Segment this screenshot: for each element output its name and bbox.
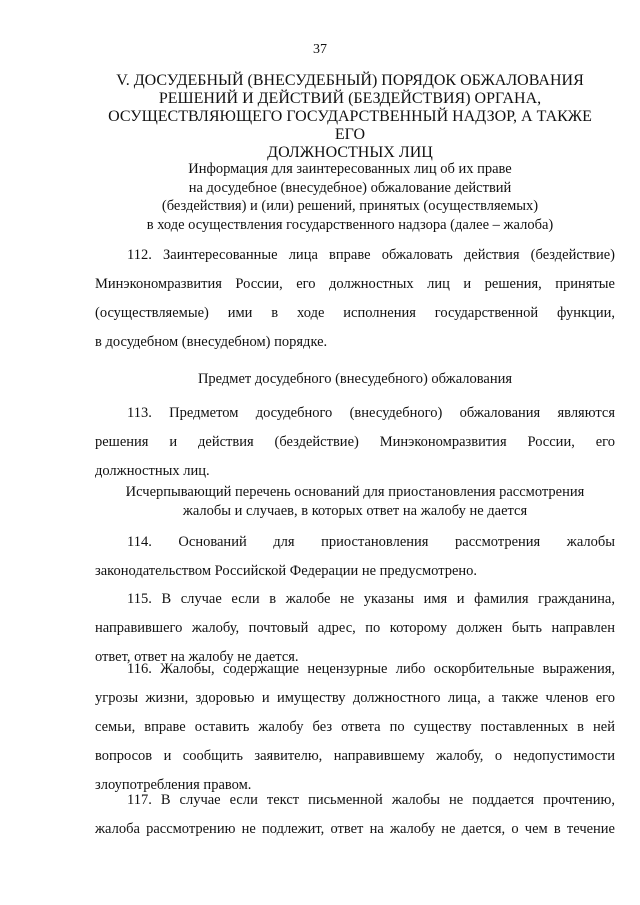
info-heading	[120, 160, 580, 234]
paragraph-line: ответ, ответ на жалобу не дается.	[95, 649, 299, 665]
paragraph-line: злоупотребления правом.	[95, 777, 252, 793]
paragraph-line: 112. Заинтересованные лица вправе обжаловать действия (бездействие)	[127, 247, 615, 263]
paragraph-line: 113. Предметом досудебного (внесудебного) обжалования являются	[127, 405, 615, 421]
paragraph-line: 115. В случае если в жалобе не указаны имя и фамилия гражданина,	[127, 591, 615, 607]
info-heading-line: (бездействия) и (или) решений, принятых (осуществляемых)	[161, 198, 539, 214]
paragraph-116	[95, 655, 615, 800]
section-title-line: ДОЛЖНОСТНЫХ ЛИЦ	[267, 144, 433, 161]
paragraph-line: вопросов и сообщить заявителю, направившему жалобу, о недопустимости	[95, 748, 615, 764]
paragraph-113	[95, 399, 615, 486]
section-title-line: V. ДОСУДЕБНЫЙ (ВНЕСУДЕБНЫЙ) ПОРЯДОК ОБЖАЛОВАНИЯ	[116, 72, 584, 89]
info-heading-line: на досудебное (внесудебное) обжалование действий	[188, 179, 512, 196]
subject-heading: Предмет досудебного (внесудебного) обжалования	[197, 371, 513, 387]
info-heading-line: в ходе осуществления государственного надзора (далее – жалоба)	[146, 216, 554, 233]
paragraph-line: решения и действия (бездействие) Минэкономразвития России, его	[95, 434, 615, 450]
grounds-heading-line: Исчерпывающий перечень оснований для приостановления рассмотрения	[125, 484, 585, 500]
paragraph-line: 116. Жалобы, содержащие нецензурные либо оскорбительные выражения,	[127, 661, 615, 677]
page-number: 37	[313, 42, 327, 57]
paragraph-line: направившего жалобу, почтовый адрес, по которому должен быть направлен	[95, 620, 615, 636]
section-title	[100, 72, 600, 162]
paragraph-line: жалоба рассмотрению не подлежит, ответ на жалобу не дается, о чем в течение	[95, 821, 615, 837]
section-title-line: РЕШЕНИЙ И ДЕЙСТВИЙ (БЕЗДЕЙСТВИЯ) ОРГАНА,	[158, 90, 542, 107]
section-title-line: ОСУЩЕСТВЛЯЮЩЕГО ГОСУДАРСТВЕННЫЙ НАДЗОР, А ТАКЖЕ ЕГО	[108, 108, 592, 143]
paragraph-114	[95, 528, 615, 586]
paragraph-line: угрозы жизни, здоровью и имуществу должностного лица, а также членов его	[95, 690, 615, 706]
paragraph-117	[95, 786, 615, 844]
info-heading-line: Информация для заинтересованных лиц об их праве	[188, 161, 512, 177]
paragraph-112	[95, 241, 615, 357]
paragraph-line: семьи, вправе оставить жалобу без ответа по существу поставленных в ней	[95, 719, 615, 735]
paragraph-line: (осуществляемые) ими в ходе исполнения государственной функции,	[95, 305, 615, 321]
paragraph-line: в досудебном (внесудебном) порядке.	[95, 334, 328, 350]
paragraph-line: 117. В случае если текст письменной жалобы не поддается прочтению,	[127, 792, 615, 808]
paragraph-line: законодательством Российской Федерации не предусмотрено.	[95, 563, 478, 579]
grounds-heading-line: жалобы и случаев, в которых ответ на жалобу не дается	[182, 502, 528, 519]
grounds-heading	[95, 483, 615, 520]
paragraph-line: Минэкономразвития России, его должностных лиц и решения, принятые	[95, 276, 615, 292]
paragraph-line: 114. Оснований для приостановления рассмотрения жалобы	[127, 534, 615, 550]
paragraph-line: должностных лиц.	[95, 463, 210, 479]
